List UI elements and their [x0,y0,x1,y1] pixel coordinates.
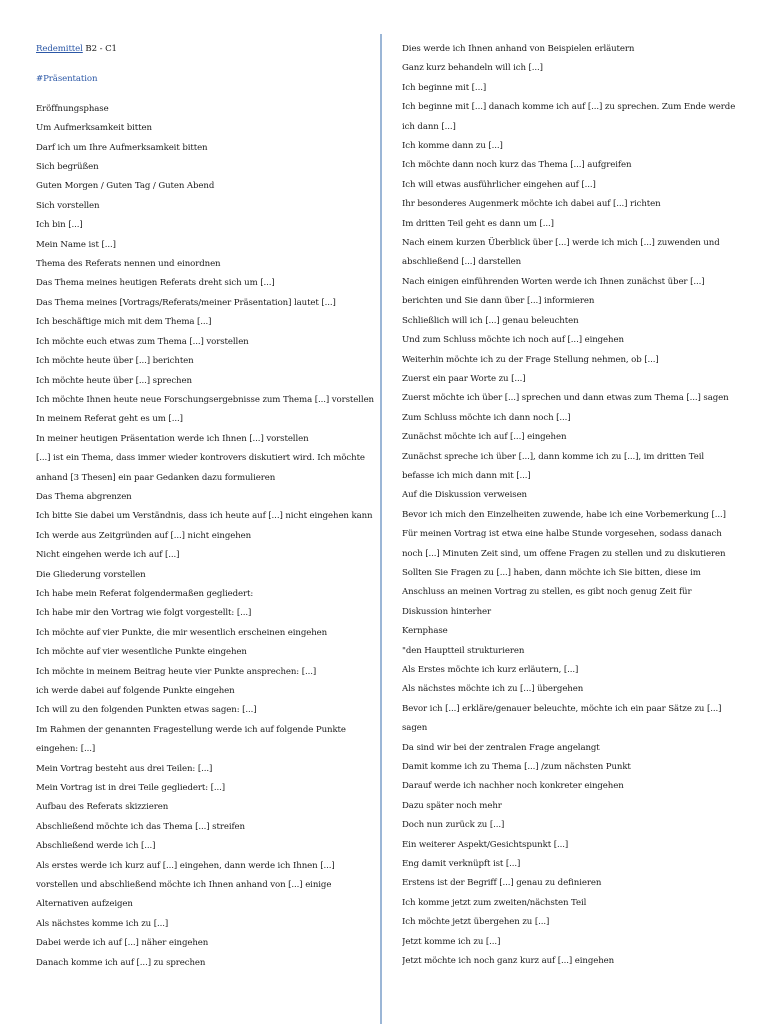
text-line: Alternativen aufzeigen [36,899,133,910]
text-line: noch [...] Minuten Zeit sind, um offene Fragen zu stellen und zu diskutieren [402,548,726,559]
text-line: Ich bitte Sie dabei um Verständnis, dass ich heute auf [...] nicht eingehen kann [36,511,373,522]
document-heading [36,40,380,59]
text-line: Aufbau des Referats skizzieren [36,802,169,813]
text-line: ich werde dabei auf folgende Punkte eingehen [36,686,235,696]
text-line: Ich möchte auf vier wesentliche Punkte eingehen [36,647,247,658]
left-lines [36,100,380,973]
text-line: Das Thema abgrenzen [36,491,132,502]
text-line: Eröffnungsphase [36,103,109,114]
text-line: Sich vorstellen [36,200,100,211]
text-line: [...] ist ein Thema, dass immer wieder kontrovers diskutiert wird. Ich möchte [36,453,365,464]
right-column [402,40,764,972]
text-line: Für meinen Vortrag ist etwa eine halbe Stunde vorgesehen, sodass danach [402,529,722,540]
text-line: Ich will zu den folgenden Punkten etwas sagen: [...] [36,705,257,716]
text-line: Dazu später noch mehr [402,800,502,811]
text-line: Ich möchte heute über [...] sprechen [36,375,192,386]
redemittel-link[interactable]: Redemittel [36,44,83,54]
text-line: "den Hauptteil strukturieren [402,645,525,656]
text-line: Sich begrüßen [36,162,99,173]
text-line: Ganz kurz behandeln will ich [...] [402,63,543,74]
text-line: Als nächstes komme ich zu [...] [36,918,169,929]
text-line: Thema des Referats nennen und einordnen [36,259,221,270]
text-line: Kernphase [402,626,448,637]
text-line: In meinem Referat geht es um [...] [36,414,183,425]
text-line: Jetzt möchte ich noch ganz kurz auf [...] eingehen [402,956,615,967]
text-line: Als nächstes möchte ich zu [...] übergehen [402,684,584,695]
text-line: Jetzt komme ich zu [...] [402,936,501,947]
text-line: Ich beginne mit [...] danach komme ich auf [...] zu sprechen. Zum Ende werde [402,102,736,113]
text-line: Ihr besonderes Augenmerk möchte ich dabei auf [...] richten [402,199,661,210]
text-line: anhand [3 Thesen] ein paar Gedanken dazu formulieren [36,472,276,483]
text-line: Abschließend möchte ich das Thema [...] streifen [36,821,245,832]
left-column [36,40,380,973]
text-line: Im dritten Teil geht es dann um [...] [402,218,554,229]
text-line: Ich möchte Ihnen heute neue Forschungsergebnisse zum Thema [...] vorstellen [36,394,374,405]
text-line: Anschluss an meinen Vortrag zu stellen, es gibt noch genug Zeit für [402,587,692,598]
text-line: eingehen: [...] [36,744,96,755]
text-line: Ich möchte auf vier Punkte, die mir wesentlich erscheinen eingehen [36,627,328,638]
text-line: Danach komme ich auf [...] zu sprechen [36,957,206,968]
right-lines [402,40,764,972]
text-line: Dies werde ich Ihnen anhand von Beispielen erläutern [402,44,635,54]
text-line: Die Gliederung vorstellen [36,569,146,580]
text-line: Zunächst möchte ich auf [...] eingehen [402,432,567,443]
text-line: Ich möchte heute über [...] berichten [36,356,194,367]
text-line: Zuerst ein paar Worte zu [...] [402,373,526,384]
text-line: Nach einigen einführenden Worten werde ich Ihnen zunächst über [...] [402,276,705,287]
text-line: Schließlich will ich [...] genau beleuchten [402,315,579,326]
text-line: Mein Name ist [...] [36,239,116,250]
text-line: Nach einem kurzen Überblick über [...] werde ich mich [...] zuwenden und [402,238,720,249]
text-line: Erstens ist der Begriff [...] genau zu definieren [402,878,602,889]
text-line: vorstellen und abschließend möchte ich Ihnen anhand von [...] einige [36,880,332,891]
text-line: Da sind wir bei der zentralen Frage angelangt [402,742,600,753]
text-line: Darauf werde ich nachher noch konkreter eingehen [402,781,624,792]
text-line: Ich will etwas ausführlicher eingehen auf [...] [402,179,596,190]
text-line: Ich möchte in meinem Beitrag heute vier Punkte ansprechen: [...] [36,666,317,677]
text-line: Das Thema meines heutigen Referats dreht sich um [...] [36,278,275,289]
hashtag-heading[interactable]: #Präsentation [36,74,98,85]
text-line: ich dann [...] [402,121,456,132]
text-line: Ich habe mir den Vortrag wie folgt vorgestellt: [...] [36,608,252,619]
text-line: Und zum Schluss möchte ich noch auf [...] eingehen [402,335,624,346]
text-line: Nicht eingehen werde ich auf [...] [36,550,180,561]
text-line: Ich habe mein Referat folgendermaßen gegliedert: [36,588,254,599]
text-line: befasse ich mich dann mit [...] [402,470,531,481]
text-line: Weiterhin möchte ich zu der Frage Stellung nehmen, ob [...] [402,354,659,365]
text-line: Ein weiterer Aspekt/Gesichtspunkt [...] [402,839,569,850]
text-line: Um Aufmerksamkeit bitten [36,123,152,134]
text-line: abschließend [...] darstellen [402,257,522,268]
text-line: Damit komme ich zu Thema [...] /zum nächsten Punkt [402,762,631,773]
text-line: Ich komme dann zu [...] [402,141,503,152]
text-line: Eng damit verknüpft ist [...] [402,859,521,870]
text-line: Bevor ich [...] erkläre/genauer beleuchte, möchte ich ein paar Sätze zu [...] [402,703,722,714]
text-line: Als erstes werde ich kurz auf [...] eingehen, dann werde ich Ihnen [...] [36,860,335,871]
text-line: In meiner heutigen Präsentation werde ich Ihnen [...] vorstellen [36,433,309,444]
text-line: Abschließend werde ich [...] [36,841,156,852]
text-line: Ich komme jetzt zum zweiten/nächsten Teil [402,897,587,908]
text-line: Zuerst möchte ich über [...] sprechen und dann etwas zum Thema [...] sagen [402,393,729,404]
text-line: Ich möchte dann noch kurz das Thema [...] aufgreifen [402,160,632,171]
text-line: Ich bin [...] [36,220,83,231]
text-line: Dabei werde ich auf [...] näher eingehen [36,938,209,949]
text-line: Ich werde aus Zeitgründen auf [...] nicht eingehen [36,530,252,541]
text-line: Das Thema meines [Vortrags/Referats/meiner Präsentation] lautet [...] [36,297,336,308]
text-line: Ich möchte euch etwas zum Thema [...] vorstellen [36,336,249,347]
text-line: Diskussion hinterher [402,606,491,617]
text-line: Guten Morgen / Guten Tag / Guten Abend [36,181,215,192]
text-line: Doch nun zurück zu [...] [402,820,505,831]
text-line: Ich beginne mit [...] [402,82,487,93]
text-line: sagen [402,723,428,734]
level-text: B2 - C1 [82,44,117,54]
text-line: Darf ich um Ihre Aufmerksamkeit bitten [36,142,208,153]
text-line: Auf die Diskussion verweisen [402,490,527,501]
text-line: Sollten Sie Fragen zu [...] haben, dann möchte ich Sie bitten, diese im [402,567,701,578]
text-line: Ich beschäftige mich mit dem Thema [...] [36,317,212,328]
text-line: Mein Vortrag besteht aus drei Teilen: [...] [36,763,213,774]
text-line: Zum Schluss möchte ich dann noch [...] [402,412,571,423]
text-line: Ich möchte jetzt übergehen zu [...] [402,917,550,928]
text-line: berichten und Sie dann über [...] informieren [402,296,595,307]
column-divider [380,34,382,1024]
text-line: Mein Vortrag ist in drei Teile gegliedert: [...] [36,783,226,794]
text-line: Zunächst spreche ich über [...], dann komme ich zu [...], im dritten Teil [402,451,705,462]
text-line: Als Erstes möchte ich kurz erläutern, [...] [402,665,579,675]
text-line: Im Rahmen der genannten Fragestellung werde ich auf folgende Punkte [36,724,346,735]
text-line: Bevor ich mich den Einzelheiten zuwende, habe ich eine Vorbemerkung [...] [402,509,726,520]
